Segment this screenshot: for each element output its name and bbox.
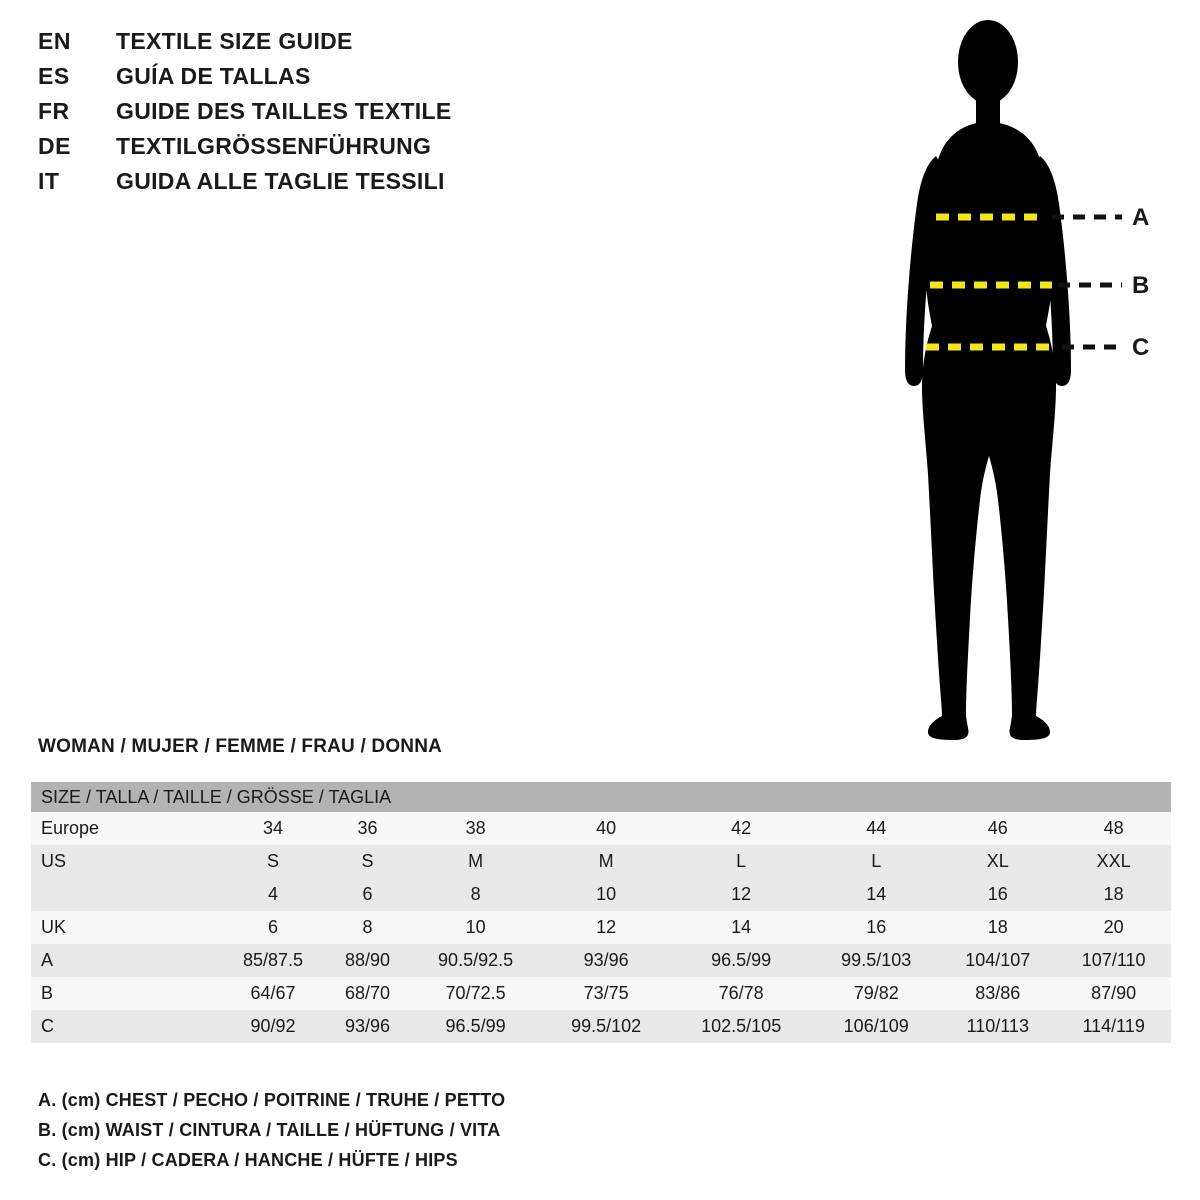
row-label [31,878,219,911]
language-code: ES [38,63,70,89]
language-code: IT [38,168,60,194]
cell: 18 [939,911,1056,944]
cell: 64/67 [219,977,327,1010]
cell: 79/82 [813,977,939,1010]
row-label: UK [31,911,219,944]
cell: XXL [1056,845,1171,878]
cell: 106/109 [813,1010,939,1043]
cell: 68/70 [327,977,408,1010]
cell: 42 [669,812,813,845]
cell: 16 [813,911,939,944]
cell: 107/110 [1056,944,1171,977]
body-figure [860,14,1190,754]
measure-label-b: B [1132,272,1150,299]
language-row [38,98,658,133]
table-row [31,977,1171,1010]
cell: M [408,845,543,878]
cell: 8 [327,911,408,944]
cell: 14 [813,878,939,911]
row-label: C [31,1010,219,1043]
language-title: TEXTILGRÖSSENFÜHRUNG [116,133,432,159]
cell: 20 [1056,911,1171,944]
cell: 18 [1056,878,1171,911]
language-row [38,63,658,98]
footnote-a: A. (cm) CHEST / PECHO / POITRINE / TRUHE / PETTO [38,1090,506,1110]
table-row [31,1010,1171,1043]
cell: 90.5/92.5 [408,944,543,977]
cell: S [327,845,408,878]
cell: M [543,845,669,878]
female-silhouette-icon [860,14,1190,754]
table-row [31,944,1171,977]
cell: 12 [669,878,813,911]
cell: 16 [939,878,1056,911]
footnote-b: B. (cm) WAIST / CINTURA / TAILLE / HÜFTUNG / VITA [38,1120,501,1140]
cell: 110/113 [939,1010,1056,1043]
cell: 85/87.5 [219,944,327,977]
table-header-label: SIZE / TALLA / TAILLE / GRÖSSE / TAGLIA [31,782,1171,812]
language-row [38,168,658,203]
cell: 44 [813,812,939,845]
language-title: GUIDA ALLE TAGLIE TESSILI [116,168,445,194]
cell: 12 [543,911,669,944]
language-row [38,133,658,168]
cell: 90/92 [219,1010,327,1043]
row-label: A [31,944,219,977]
cell: XL [939,845,1056,878]
table-row [31,845,1171,878]
size-table [31,782,1171,1043]
cell: 8 [408,878,543,911]
cell: 93/96 [327,1010,408,1043]
cell: 14 [669,911,813,944]
cell: 102.5/105 [669,1010,813,1043]
footnotes [38,1090,838,1180]
footnote-c: C. (cm) HIP / CADERA / HANCHE / HÜFTE / HIPS [38,1150,458,1170]
cell: 99.5/103 [813,944,939,977]
row-label: Europe [31,812,219,845]
table-header-row [31,782,1171,812]
cell: 93/96 [543,944,669,977]
cell: 48 [1056,812,1171,845]
cell: 10 [408,911,543,944]
cell: 6 [219,911,327,944]
language-title: TEXTILE SIZE GUIDE [116,28,353,54]
cell: 46 [939,812,1056,845]
language-row [38,28,658,63]
cell: 70/72.5 [408,977,543,1010]
section-heading: WOMAN / MUJER / FEMME / FRAU / DONNA [38,736,443,757]
cell: 4 [219,878,327,911]
cell: 10 [543,878,669,911]
table-row [31,812,1171,845]
row-label: US [31,845,219,878]
cell: S [219,845,327,878]
measure-label-a: A [1132,204,1150,231]
language-title: GUIDE DES TAILLES TEXTILE [116,98,452,124]
language-title-block [38,28,658,203]
cell: 73/75 [543,977,669,1010]
cell: 114/119 [1056,1010,1171,1043]
table-row [31,878,1171,911]
cell: L [813,845,939,878]
row-label: B [31,977,219,1010]
measure-label-c: C [1132,334,1150,361]
cell: 96.5/99 [408,1010,543,1043]
table-row [31,911,1171,944]
cell: 83/86 [939,977,1056,1010]
language-title: GUÍA DE TALLAS [116,63,311,89]
cell: L [669,845,813,878]
language-code: DE [38,133,71,159]
language-code: FR [38,98,70,124]
cell: 36 [327,812,408,845]
cell: 88/90 [327,944,408,977]
cell: 96.5/99 [669,944,813,977]
language-code: EN [38,28,71,54]
cell: 38 [408,812,543,845]
cell: 99.5/102 [543,1010,669,1043]
cell: 104/107 [939,944,1056,977]
cell: 76/78 [669,977,813,1010]
cell: 40 [543,812,669,845]
cell: 87/90 [1056,977,1171,1010]
cell: 34 [219,812,327,845]
cell: 6 [327,878,408,911]
